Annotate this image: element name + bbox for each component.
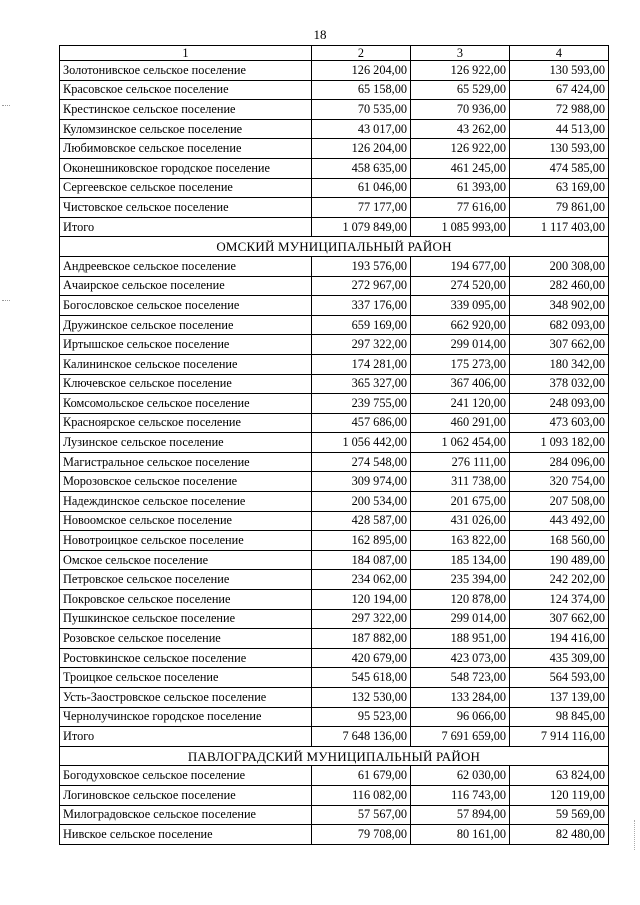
amount-col-2: 126 204,00 [312, 139, 411, 159]
amount-col-4: 120 119,00 [510, 785, 609, 805]
amount-col-2: 116 082,00 [312, 785, 411, 805]
amount-col-3: 43 262,00 [411, 119, 510, 139]
settlement-name: Новотроицкое сельское поселение [60, 531, 312, 551]
settlement-name: Петровское сельское поселение [60, 570, 312, 590]
budget-table [59, 45, 609, 845]
settlement-name: Богодуховское сельское поселение [60, 766, 312, 786]
table-row [60, 707, 609, 727]
table-row [60, 61, 609, 81]
amount-col-4: 79 861,00 [510, 198, 609, 218]
amount-col-3: 241 120,00 [411, 394, 510, 414]
amount-col-2: 193 576,00 [312, 256, 411, 276]
amount-col-3: 7 691 659,00 [411, 727, 510, 747]
total-label: Итого [60, 727, 312, 747]
settlement-name: Любимовское сельское поселение [60, 139, 312, 159]
amount-col-3: 235 394,00 [411, 570, 510, 590]
settlement-name: Покровское сельское поселение [60, 590, 312, 610]
amount-col-4: 435 309,00 [510, 648, 609, 668]
amount-col-3: 70 936,00 [411, 100, 510, 120]
settlement-name: Богословское сельское поселение [60, 296, 312, 316]
amount-col-2: 61 046,00 [312, 178, 411, 198]
header-cell-2: 2 [312, 46, 411, 61]
amount-col-4: 72 988,00 [510, 100, 609, 120]
settlement-name: Розовское сельское поселение [60, 629, 312, 649]
settlement-name: Пушкинское сельское поселение [60, 609, 312, 629]
amount-col-3: 175 273,00 [411, 354, 510, 374]
amount-col-2: 184 087,00 [312, 550, 411, 570]
amount-col-3: 299 014,00 [411, 335, 510, 355]
settlement-name: Иртышское сельское поселение [60, 335, 312, 355]
amount-col-3: 299 014,00 [411, 609, 510, 629]
amount-col-3: 276 111,00 [411, 452, 510, 472]
district-heading: ОМСКИЙ МУНИЦИПАЛЬНЫЙ РАЙОН [60, 237, 609, 257]
table-row [60, 315, 609, 335]
amount-col-4: 200 308,00 [510, 256, 609, 276]
table-row [60, 590, 609, 610]
amount-col-2: 126 204,00 [312, 61, 411, 81]
amount-col-4: 180 342,00 [510, 354, 609, 374]
settlement-name: Куломзинское сельское поселение [60, 119, 312, 139]
settlement-name: Лузинское сельское поселение [60, 433, 312, 453]
settlement-name: Ачаирское сельское поселение [60, 276, 312, 296]
amount-col-4: 474 585,00 [510, 158, 609, 178]
amount-col-3: 201 675,00 [411, 492, 510, 512]
amount-col-3: 62 030,00 [411, 766, 510, 786]
header-cell-4: 4 [510, 46, 609, 61]
settlement-name: Сергеевское сельское поселение [60, 178, 312, 198]
amount-col-3: 61 393,00 [411, 178, 510, 198]
table-row [60, 492, 609, 512]
amount-col-4: 320 754,00 [510, 472, 609, 492]
table-row [60, 158, 609, 178]
district-heading-row [60, 746, 609, 766]
amount-col-3: 461 245,00 [411, 158, 510, 178]
table-row [60, 100, 609, 120]
amount-col-3: 460 291,00 [411, 413, 510, 433]
amount-col-4: 98 845,00 [510, 707, 609, 727]
table-row [60, 433, 609, 453]
settlement-name: Крестинское сельское поселение [60, 100, 312, 120]
amount-col-4: 307 662,00 [510, 609, 609, 629]
table-row [60, 198, 609, 218]
amount-col-4: 67 424,00 [510, 80, 609, 100]
amount-col-4: 307 662,00 [510, 335, 609, 355]
table-row [60, 609, 609, 629]
amount-col-4: 59 569,00 [510, 805, 609, 825]
amount-col-3: 120 878,00 [411, 590, 510, 610]
amount-col-2: 95 523,00 [312, 707, 411, 727]
table-row [60, 648, 609, 668]
table-row [60, 276, 609, 296]
amount-col-3: 662 920,00 [411, 315, 510, 335]
settlement-name: Новоомское сельское поселение [60, 511, 312, 531]
table-row [60, 178, 609, 198]
settlement-name: Троицкое сельское поселение [60, 668, 312, 688]
amount-col-4: 44 513,00 [510, 119, 609, 139]
amount-col-3: 423 073,00 [411, 648, 510, 668]
total-row [60, 727, 609, 747]
district-heading-row [60, 237, 609, 257]
table-row [60, 570, 609, 590]
table-row [60, 452, 609, 472]
amount-col-2: 79 708,00 [312, 825, 411, 845]
amount-col-3: 116 743,00 [411, 785, 510, 805]
amount-col-3: 126 922,00 [411, 139, 510, 159]
settlement-name: Ключевское сельское поселение [60, 374, 312, 394]
amount-col-4: 1 093 182,00 [510, 433, 609, 453]
district-heading: ПАВЛОГРАДСКИЙ МУНИЦИПАЛЬНЫЙ РАЙОН [60, 746, 609, 766]
table-row [60, 668, 609, 688]
amount-col-2: 43 017,00 [312, 119, 411, 139]
amount-col-2: 234 062,00 [312, 570, 411, 590]
table-row [60, 785, 609, 805]
amount-col-3: 57 894,00 [411, 805, 510, 825]
scan-edge-mark [634, 820, 636, 850]
amount-col-2: 297 322,00 [312, 609, 411, 629]
amount-col-2: 162 895,00 [312, 531, 411, 551]
amount-col-3: 185 134,00 [411, 550, 510, 570]
amount-col-3: 126 922,00 [411, 61, 510, 81]
amount-col-3: 163 822,00 [411, 531, 510, 551]
table-row [60, 531, 609, 551]
amount-col-3: 1 085 993,00 [411, 217, 510, 237]
amount-col-4: 242 202,00 [510, 570, 609, 590]
settlement-name: Нивское сельское поселение [60, 825, 312, 845]
total-label: Итого [60, 217, 312, 237]
amount-col-2: 337 176,00 [312, 296, 411, 316]
amount-col-3: 65 529,00 [411, 80, 510, 100]
scan-edge-mark [2, 300, 10, 301]
amount-col-2: 659 169,00 [312, 315, 411, 335]
amount-col-2: 365 327,00 [312, 374, 411, 394]
page-number: 18 [313, 27, 327, 42]
amount-col-3: 367 406,00 [411, 374, 510, 394]
settlement-name: Омское сельское поселение [60, 550, 312, 570]
amount-col-2: 1 056 442,00 [312, 433, 411, 453]
amount-col-2: 545 618,00 [312, 668, 411, 688]
settlement-name: Надеждинское сельское поселение [60, 492, 312, 512]
amount-col-4: 284 096,00 [510, 452, 609, 472]
table-row [60, 80, 609, 100]
amount-col-2: 428 587,00 [312, 511, 411, 531]
amount-col-3: 133 284,00 [411, 688, 510, 708]
amount-col-4: 207 508,00 [510, 492, 609, 512]
amount-col-2: 297 322,00 [312, 335, 411, 355]
settlement-name: Чернолучинское городское поселение [60, 707, 312, 727]
settlement-name: Красноярское сельское поселение [60, 413, 312, 433]
amount-col-3: 188 951,00 [411, 629, 510, 649]
amount-col-3: 80 161,00 [411, 825, 510, 845]
table-row [60, 139, 609, 159]
amount-col-2: 420 679,00 [312, 648, 411, 668]
amount-col-2: 120 194,00 [312, 590, 411, 610]
amount-col-4: 190 489,00 [510, 550, 609, 570]
settlement-name: Золотонивское сельское поселение [60, 61, 312, 81]
amount-col-2: 458 635,00 [312, 158, 411, 178]
table-row [60, 354, 609, 374]
table-row [60, 825, 609, 845]
settlement-name: Чистовское сельское поселение [60, 198, 312, 218]
table-row [60, 766, 609, 786]
amount-col-2: 187 882,00 [312, 629, 411, 649]
table-row [60, 550, 609, 570]
amount-col-2: 274 548,00 [312, 452, 411, 472]
table-row [60, 119, 609, 139]
amount-col-4: 682 093,00 [510, 315, 609, 335]
amount-col-4: 443 492,00 [510, 511, 609, 531]
total-row [60, 217, 609, 237]
amount-col-4: 82 480,00 [510, 825, 609, 845]
amount-col-2: 57 567,00 [312, 805, 411, 825]
settlement-name: Дружинское сельское поселение [60, 315, 312, 335]
amount-col-3: 1 062 454,00 [411, 433, 510, 453]
amount-col-4: 130 593,00 [510, 139, 609, 159]
amount-col-4: 194 416,00 [510, 629, 609, 649]
scan-edge-mark [2, 105, 10, 106]
amount-col-2: 1 079 849,00 [312, 217, 411, 237]
amount-col-4: 63 169,00 [510, 178, 609, 198]
amount-col-2: 77 177,00 [312, 198, 411, 218]
amount-col-2: 309 974,00 [312, 472, 411, 492]
settlement-name: Калининское сельское поселение [60, 354, 312, 374]
amount-col-2: 174 281,00 [312, 354, 411, 374]
amount-col-4: 130 593,00 [510, 61, 609, 81]
amount-col-2: 200 534,00 [312, 492, 411, 512]
settlement-name: Оконешниковское городское поселение [60, 158, 312, 178]
settlement-name: Милоградовское сельское поселение [60, 805, 312, 825]
amount-col-4: 63 824,00 [510, 766, 609, 786]
table-row [60, 374, 609, 394]
table-row [60, 394, 609, 414]
amount-col-4: 282 460,00 [510, 276, 609, 296]
amount-col-4: 168 560,00 [510, 531, 609, 551]
settlement-name: Ростовкинское сельское поселение [60, 648, 312, 668]
table-row [60, 629, 609, 649]
table-row [60, 413, 609, 433]
table-row [60, 296, 609, 316]
amount-col-4: 564 593,00 [510, 668, 609, 688]
settlement-name: Магистральное сельское поселение [60, 452, 312, 472]
amount-col-2: 70 535,00 [312, 100, 411, 120]
amount-col-4: 348 902,00 [510, 296, 609, 316]
amount-col-4: 378 032,00 [510, 374, 609, 394]
amount-col-2: 65 158,00 [312, 80, 411, 100]
amount-col-2: 61 679,00 [312, 766, 411, 786]
header-row [60, 46, 609, 61]
amount-col-3: 77 616,00 [411, 198, 510, 218]
amount-col-3: 274 520,00 [411, 276, 510, 296]
header-cell-1: 1 [60, 46, 312, 61]
settlement-name: Комсомольское сельское поселение [60, 394, 312, 414]
amount-col-2: 132 530,00 [312, 688, 411, 708]
settlement-name: Усть-Заостровское сельское поселение [60, 688, 312, 708]
amount-col-3: 311 738,00 [411, 472, 510, 492]
amount-col-4: 473 603,00 [510, 413, 609, 433]
table-body [60, 46, 609, 845]
settlement-name: Морозовское сельское поселение [60, 472, 312, 492]
amount-col-2: 7 648 136,00 [312, 727, 411, 747]
table-row [60, 256, 609, 276]
amount-col-4: 7 914 116,00 [510, 727, 609, 747]
settlement-name: Андреевское сельское поселение [60, 256, 312, 276]
amount-col-4: 1 117 403,00 [510, 217, 609, 237]
amount-col-3: 194 677,00 [411, 256, 510, 276]
table-row [60, 511, 609, 531]
amount-col-3: 96 066,00 [411, 707, 510, 727]
amount-col-4: 248 093,00 [510, 394, 609, 414]
amount-col-3: 431 026,00 [411, 511, 510, 531]
settlement-name: Логиновское сельское поселение [60, 785, 312, 805]
table-row [60, 335, 609, 355]
amount-col-3: 548 723,00 [411, 668, 510, 688]
header-cell-3: 3 [411, 46, 510, 61]
amount-col-2: 239 755,00 [312, 394, 411, 414]
amount-col-2: 457 686,00 [312, 413, 411, 433]
amount-col-3: 339 095,00 [411, 296, 510, 316]
table-row [60, 688, 609, 708]
settlement-name: Красовское сельское поселение [60, 80, 312, 100]
amount-col-4: 137 139,00 [510, 688, 609, 708]
table-row [60, 472, 609, 492]
amount-col-2: 272 967,00 [312, 276, 411, 296]
amount-col-4: 124 374,00 [510, 590, 609, 610]
table-row [60, 805, 609, 825]
